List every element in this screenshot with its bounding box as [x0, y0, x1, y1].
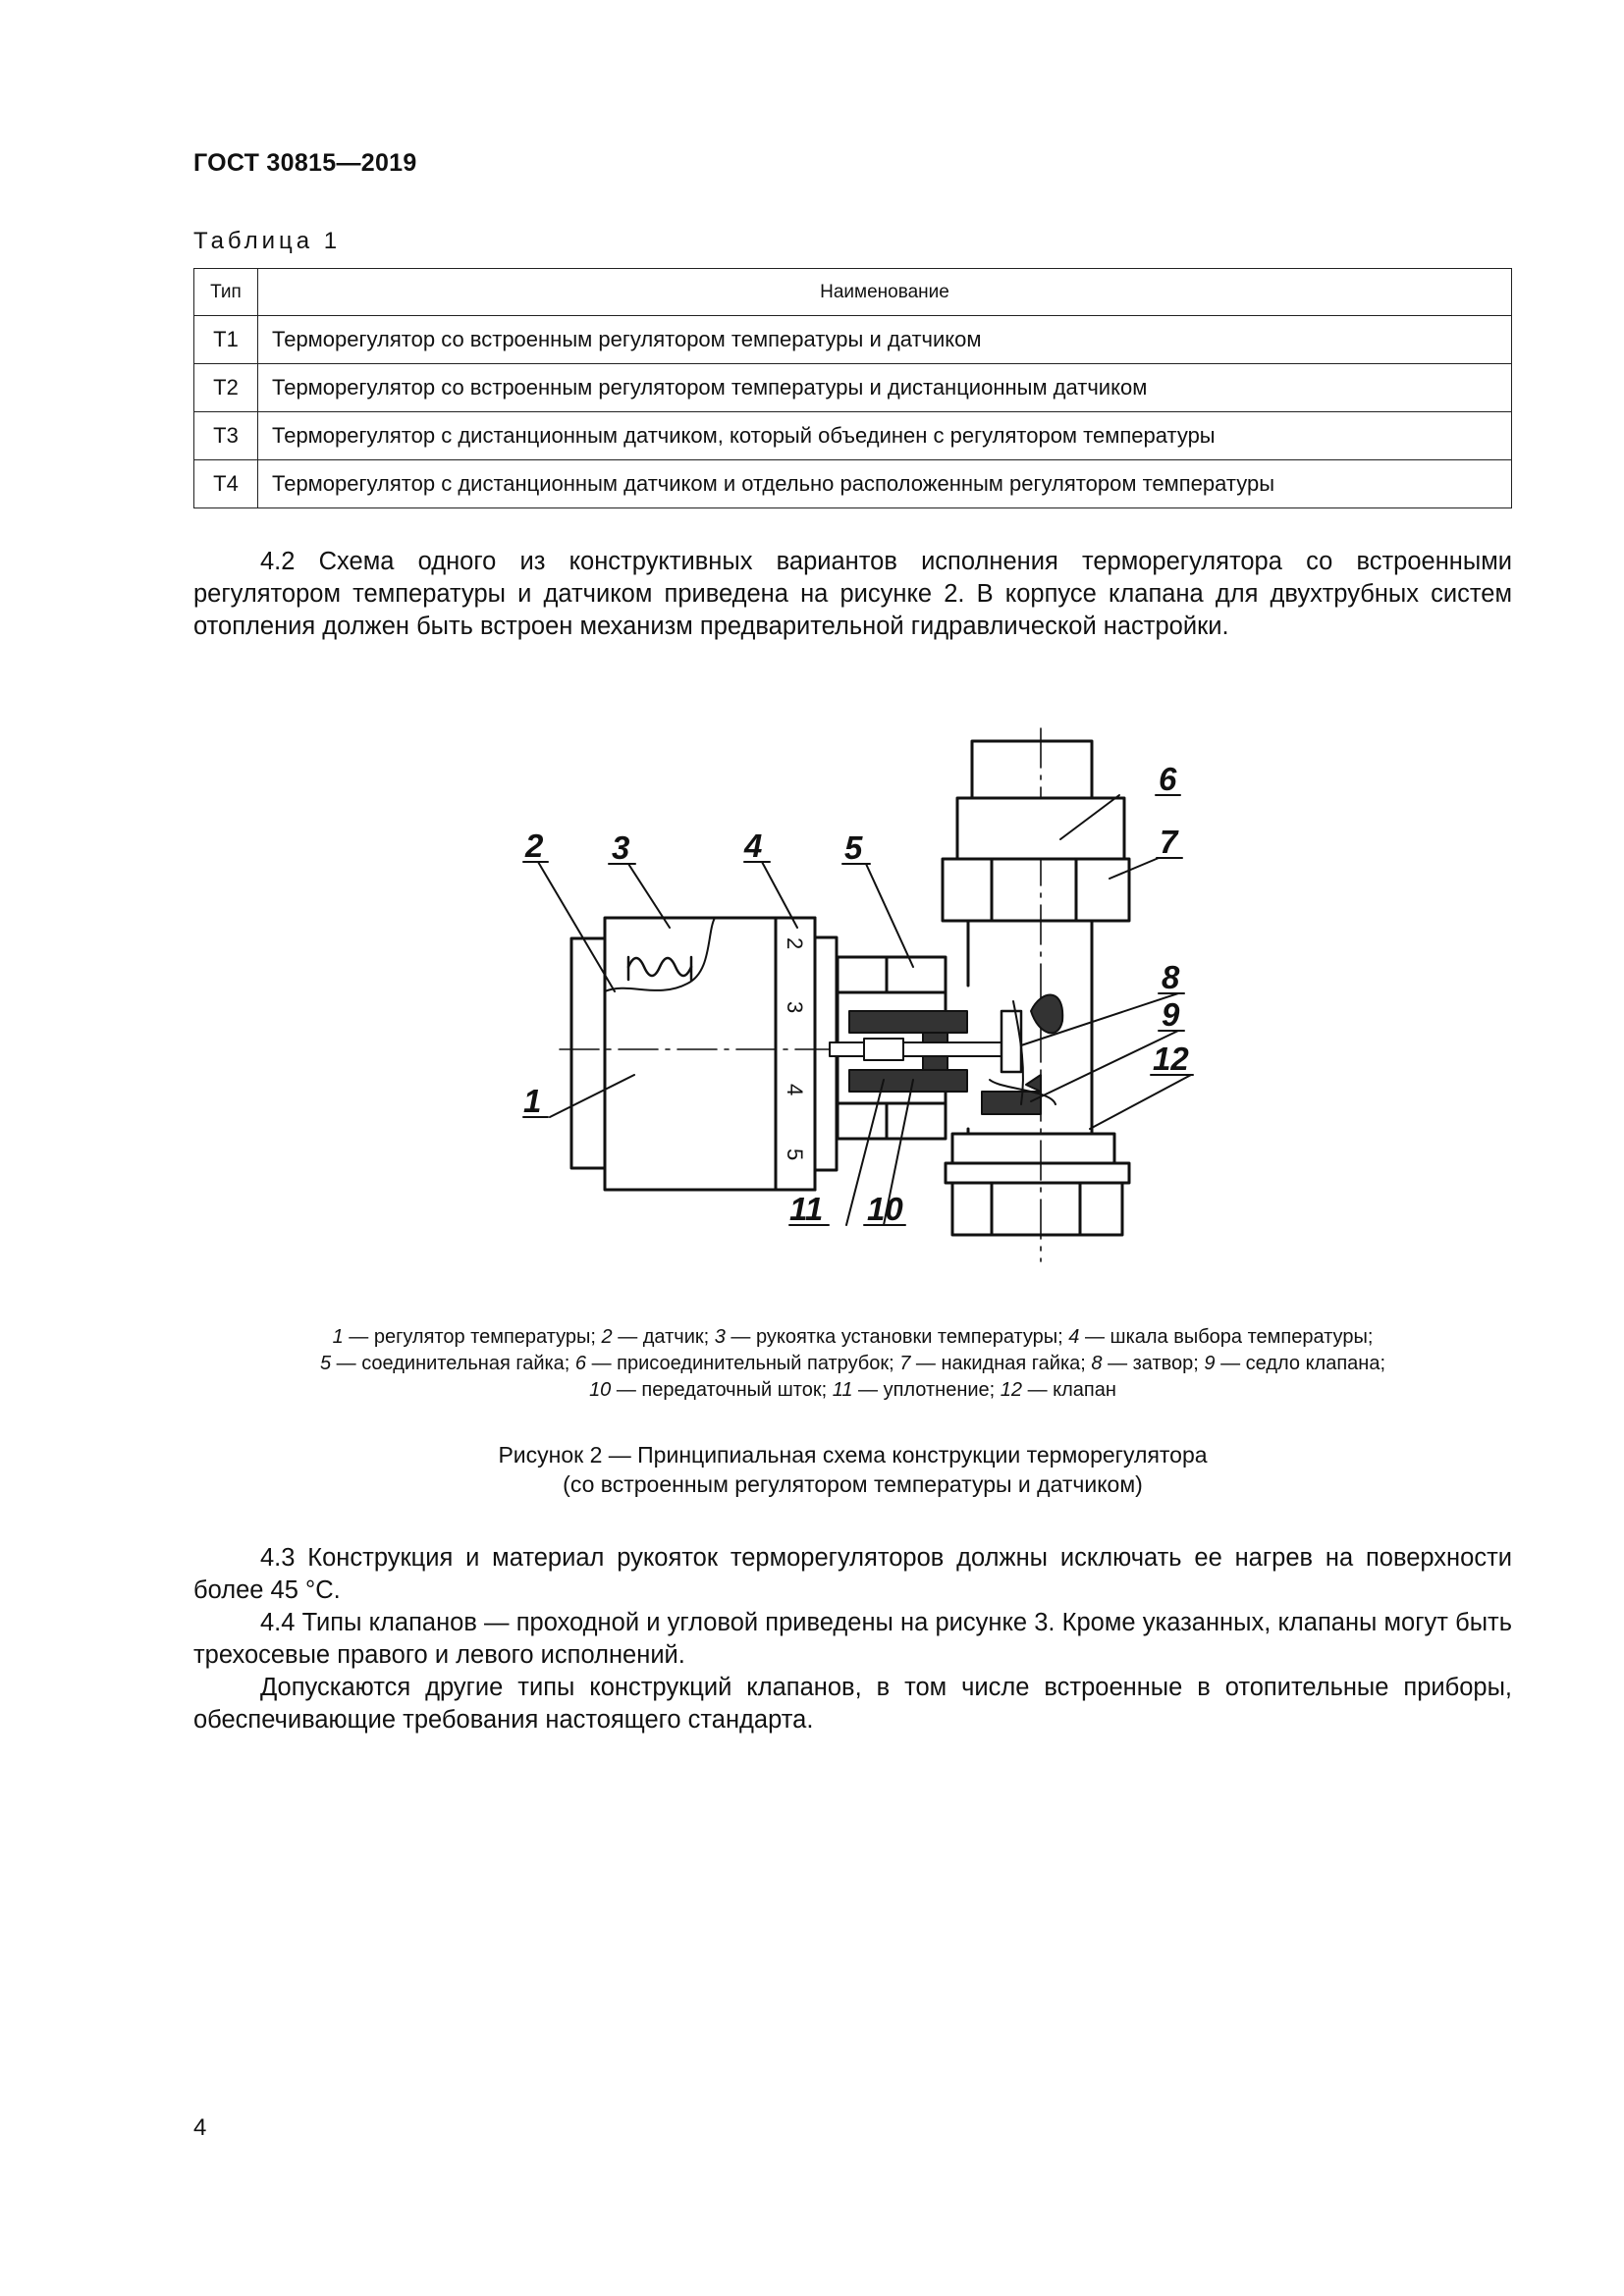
union-nut — [830, 957, 1001, 1139]
scale-mark: 4 — [783, 1084, 807, 1096]
paragraphs-4-3-4-4 — [193, 1542, 1512, 1736]
legend-text: — накидная гайка; — [910, 1353, 1092, 1374]
cell-name: Терморегулятор с дистанционным датчиком, который объединен с регулятором температуры — [258, 412, 1512, 460]
callout-2: 2 — [525, 828, 544, 864]
legend-text: — шкала выбора температуры; — [1079, 1326, 1374, 1348]
legend-num: 3 — [714, 1326, 726, 1348]
legend-text: — присоединительный патрубок; — [586, 1353, 900, 1374]
legend-num: 10 — [589, 1379, 612, 1401]
legend-num: 11 — [832, 1379, 853, 1401]
table-caption: Таблица 1 — [193, 228, 342, 254]
legend-text: — уплотнение; — [852, 1379, 1001, 1401]
figure-caption-line-1: Рисунок 2 — Принципиальная схема конструкции терморегулятора — [498, 1442, 1208, 1468]
legend-line — [193, 1351, 1512, 1377]
cell-type: Т1 — [194, 316, 258, 364]
callout-10: 10 — [867, 1191, 903, 1227]
callout-9: 9 — [1162, 996, 1180, 1033]
figure-caption — [193, 1440, 1512, 1499]
legend-num: 7 — [899, 1353, 911, 1374]
legend-text: — регулятор температуры; — [343, 1326, 602, 1348]
legend-num: 1 — [332, 1326, 344, 1348]
legend-line — [193, 1324, 1512, 1351]
legend-text: — рукоятка установки температуры; — [725, 1326, 1069, 1348]
page-number: 4 — [193, 2114, 207, 2141]
legend-text: — клапан — [1022, 1379, 1116, 1401]
cell-name: Терморегулятор со встроенным регулятором температуры и датчиком — [258, 316, 1512, 364]
legend-text: — датчик; — [612, 1326, 715, 1348]
legend-line — [193, 1377, 1512, 1404]
callout-12: 12 — [1153, 1041, 1189, 1077]
paragraph-4-4: 4.4 Типы клапанов — проходной и угловой приведены на рисунке 3. Кроме указанных, клапаны могут быть трехосевые правого и левого исполнений. — [193, 1609, 1512, 1669]
legend-num: 5 — [319, 1353, 332, 1374]
callout-6: 6 — [1159, 761, 1177, 797]
figure-caption-line-2: (со встроенным регулятором температуры и датчиком) — [563, 1471, 1143, 1497]
legend-num: 9 — [1204, 1353, 1216, 1374]
legend-text: — соединительная гайка; — [331, 1353, 575, 1374]
legend-text: — седло клапана; — [1215, 1353, 1386, 1374]
callout-4: 4 — [744, 828, 763, 864]
cell-name: Терморегулятор с дистанционным датчиком и отдельно расположенным регулятором температуры — [258, 460, 1512, 508]
cell-type: Т3 — [194, 412, 258, 460]
callout-8: 8 — [1162, 959, 1180, 995]
column-header-type: Тип — [194, 269, 258, 316]
column-header-name: Наименование — [258, 269, 1512, 316]
scale-mark: 2 — [783, 937, 807, 950]
legend-text: — затвор; — [1102, 1353, 1205, 1374]
paragraph-4-2-text: 4.2 Схема одного из конструктивных вариантов исполнения терморегулятора со встроенными регулятором температуры и датчиком приведена на рисунке 2. В корпусе клапана для двухтрубных систем отопления должен быть встроен механизм предварительной гидравлической настройки. — [193, 548, 1512, 640]
paragraph-4-3: 4.3 Конструкция и материал рукояток терморегуляторов должны исключать ее нагрев на поверхности более 45 °С. — [193, 1544, 1512, 1604]
cell-name: Терморегулятор со встроенным регулятором температуры и дистанционным датчиком — [258, 364, 1512, 412]
callout-7: 7 — [1160, 824, 1178, 860]
callout-3: 3 — [612, 829, 630, 866]
legend-text: — передаточный шток; — [611, 1379, 833, 1401]
cell-type: Т2 — [194, 364, 258, 412]
callout-1: 1 — [523, 1083, 542, 1119]
figure-legend — [193, 1324, 1512, 1404]
paragraph-extra: Допускаются другие типы конструкций клапанов, в том числе встроенные в отопительные приборы, обеспечивающие требования настоящего стандарта. — [193, 1674, 1512, 1734]
scale-mark: 3 — [783, 1001, 807, 1014]
legend-num: 4 — [1068, 1326, 1080, 1348]
legend-num: 2 — [601, 1326, 613, 1348]
callout-11: 11 — [789, 1191, 824, 1227]
valve-body — [943, 741, 1129, 1235]
document-header: ГОСТ 30815—2019 — [193, 149, 417, 177]
callout-5: 5 — [844, 829, 863, 866]
legend-num: 12 — [1000, 1379, 1023, 1401]
legend-num: 8 — [1091, 1353, 1103, 1374]
legend-num: 6 — [574, 1353, 587, 1374]
scale-mark: 5 — [783, 1148, 807, 1161]
cell-type: Т4 — [194, 460, 258, 508]
